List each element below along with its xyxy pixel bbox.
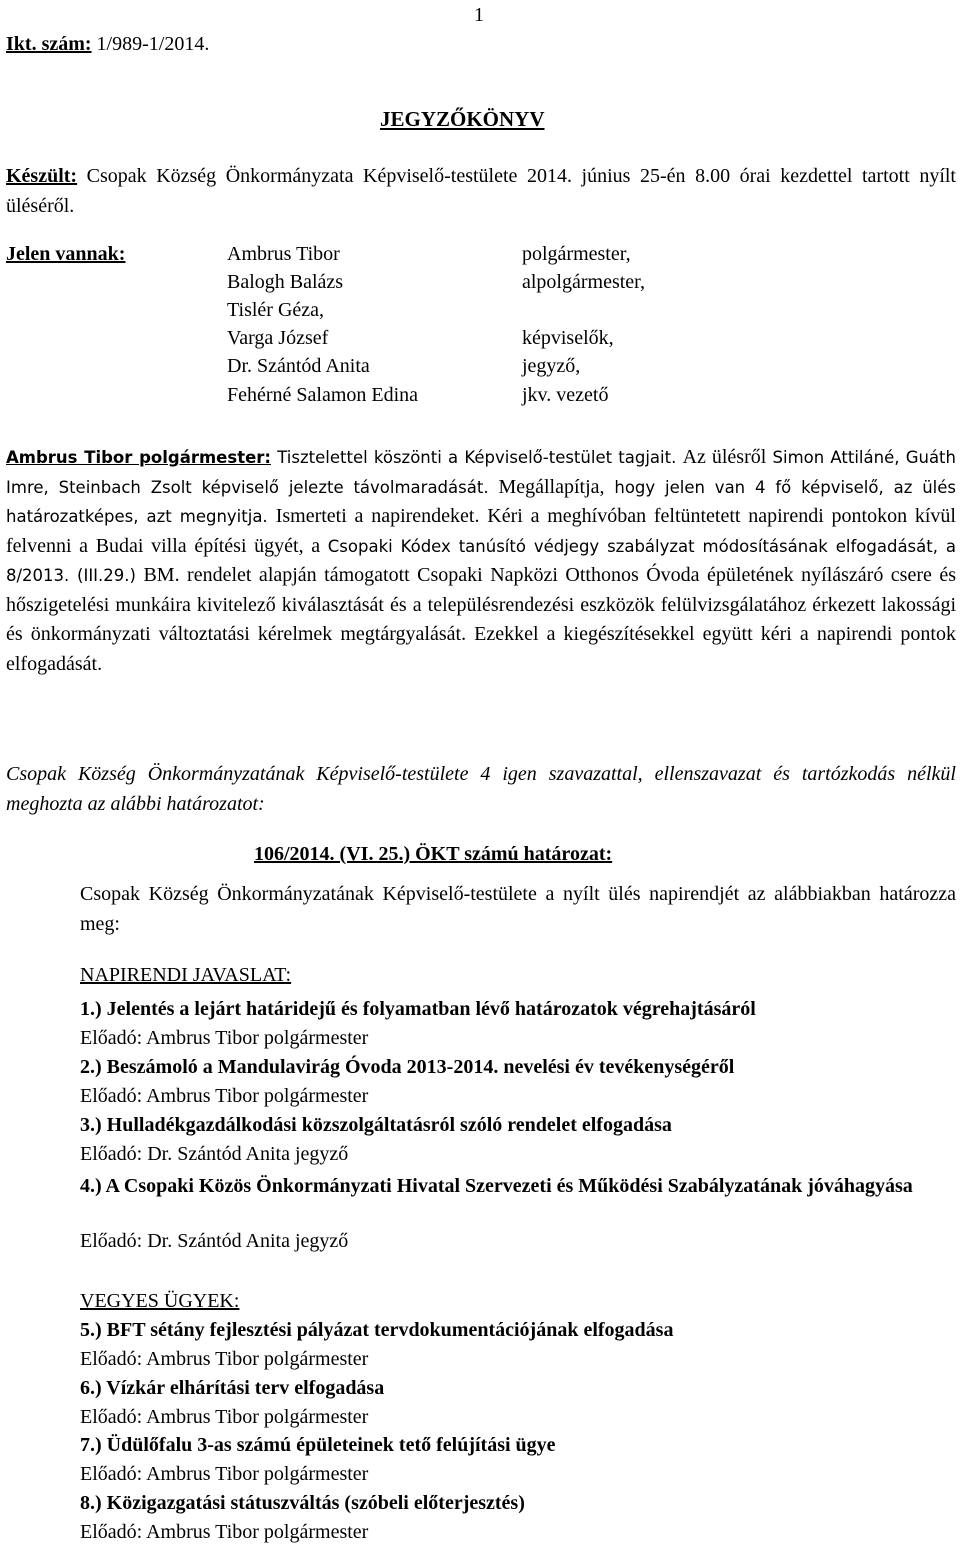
attendee-role: alpolgármester, xyxy=(522,271,646,293)
resolution-text: Csopak Község Önkormányzatának Képviselő-testülete a nyílt ülés napirendjét az alábbiakban határozza meg: xyxy=(80,883,956,935)
speech-part-2: Az ülésről xyxy=(682,446,767,468)
agenda-item-title: 6.) Vízkár elhárítási terv elfogadása xyxy=(80,1377,385,1399)
attendee-name: Tislér Géza, xyxy=(227,299,325,321)
agenda-item-presenter: Előadó: Ambrus Tibor polgármester xyxy=(80,1406,369,1428)
agenda-item-presenter: Előadó: Dr. Szántód Anita jegyző xyxy=(80,1143,349,1165)
speech-part-7: Csopaki Kódex tanúsító védjegy szabályzat módosításának elfogadását, a 8/2013. (III.29.) xyxy=(6,536,956,585)
attendee-role: jegyző, xyxy=(522,355,581,377)
speech-part-8: BM. rendelet alapján támogatott Csopaki Napközi Otthonos Óvoda épületének nyílászáró csere és hőszigetelési munkáira kivitelező kiválasztását és a településrendezési eszközök felülvizsgálatához érkezett lakossági és önkormányzati változtatási kérelmek megtárgyalását. Ezekkel a kiegészítésekkel együtt kéri a napirendi pontok elfogadását. xyxy=(6,564,957,675)
page-number: 1 xyxy=(474,4,484,26)
agenda-item-presenter: Előadó: Ambrus Tibor polgármester xyxy=(80,1027,369,1049)
resolution-title: 106/2014. (VI. 25.) ÖKT számú határozat: xyxy=(254,843,613,865)
mayor-speech xyxy=(6,443,956,679)
prepared-label: Készült: xyxy=(6,165,78,187)
attendee-role: polgármester, xyxy=(522,243,631,265)
agenda-item-title: 2.) Beszámoló a Mandulavirág Óvoda 2013-2014. nevelési év tevékenységéről xyxy=(80,1056,735,1078)
registry-value: 1/989-1/2014. xyxy=(91,33,210,55)
misc-heading: VEGYES ÜGYEK: xyxy=(80,1290,240,1312)
registry-number xyxy=(6,33,209,56)
agenda-heading: NAPIRENDI JAVASLAT: xyxy=(80,964,292,986)
speech-part-5: hogy jelen van 4 fő képviselő, az ülés határozatképes, azt megnyitja. xyxy=(6,477,956,526)
vote-text: Csopak Község Önkormányzatának Képviselő-testülete 4 igen szavazattal, ellenszavazat és tartózkodás nélkül meghozta az alábbi határozatot: xyxy=(6,763,956,815)
attendee-role: képviselők, xyxy=(522,327,614,349)
agenda-item-title: 7.) Üdülőfalu 3-as számú épületeinek tető felújítási ügye xyxy=(80,1434,556,1456)
attendee-name: Balogh Balázs xyxy=(227,271,344,293)
speech-part-3: Simon Attiláné, Guáth Imre, Steinbach Zsolt képviselő jelezte távolmaradását. xyxy=(6,448,956,497)
agenda-item-presenter: Előadó: Ambrus Tibor polgármester xyxy=(80,1085,369,1107)
speech-part-4: Megállapítja, xyxy=(498,475,605,498)
attendee-name: Ambrus Tibor xyxy=(227,243,340,265)
speech-part-1: Tisztelettel köszönti a Képviselő-testület tagjait. xyxy=(271,448,683,467)
attendee-name: Fehérné Salamon Edina xyxy=(227,384,419,406)
attendee-name: Dr. Szántód Anita xyxy=(227,355,370,377)
registry-label: Ikt. szám: xyxy=(6,33,92,55)
agenda-item-title: 8.) Közigazgatási státuszváltás (szóbeli előterjesztés) xyxy=(80,1492,525,1514)
speaker-label: Ambrus Tibor polgármester: xyxy=(6,448,272,467)
agenda-item-presenter: Előadó: Ambrus Tibor polgármester xyxy=(80,1521,369,1543)
attendee-role: jkv. vezető xyxy=(522,384,609,406)
agenda-item-title: 5.) BFT sétány fejlesztési pályázat tervdokumentációjának elfogadása xyxy=(80,1319,674,1341)
document-title: JEGYZŐKÖNYV xyxy=(380,107,545,131)
agenda-item-title: 1.) Jelentés a lejárt határidejű és folyamatban lévő határozatok végrehajtásáról xyxy=(80,998,756,1020)
agenda-item-presenter: Előadó: Dr. Szántód Anita jegyző xyxy=(80,1230,349,1252)
agenda-item-presenter: Előadó: Ambrus Tibor polgármester xyxy=(80,1348,369,1370)
agenda-item-presenter: Előadó: Ambrus Tibor polgármester xyxy=(80,1463,369,1485)
agenda-item-title: 3.) Hulladékgazdálkodási közszolgáltatásról szóló rendelet elfogadása xyxy=(80,1114,672,1136)
attendee-name: Varga József xyxy=(227,327,329,349)
attendees-label: Jelen vannak: xyxy=(6,243,126,265)
speech-part-6: Ismerteti a napirendeket. Kéri a meghívóban feltüntetett napirendi pontokon kívül felvenni a Budai villa építési ügyét, a xyxy=(6,505,956,557)
prepared-paragraph xyxy=(6,162,956,221)
prepared-text: Csopak Község Önkormányzata Képviselő-testülete 2014. június 25-én 8.00 órai kezdettel tartott nyílt üléséről. xyxy=(6,165,956,217)
agenda-item-title: 4.) A Csopaki Közös Önkormányzati Hivatal Szervezeti és Működési Szabályzatának jóváhagyása xyxy=(80,1175,913,1197)
